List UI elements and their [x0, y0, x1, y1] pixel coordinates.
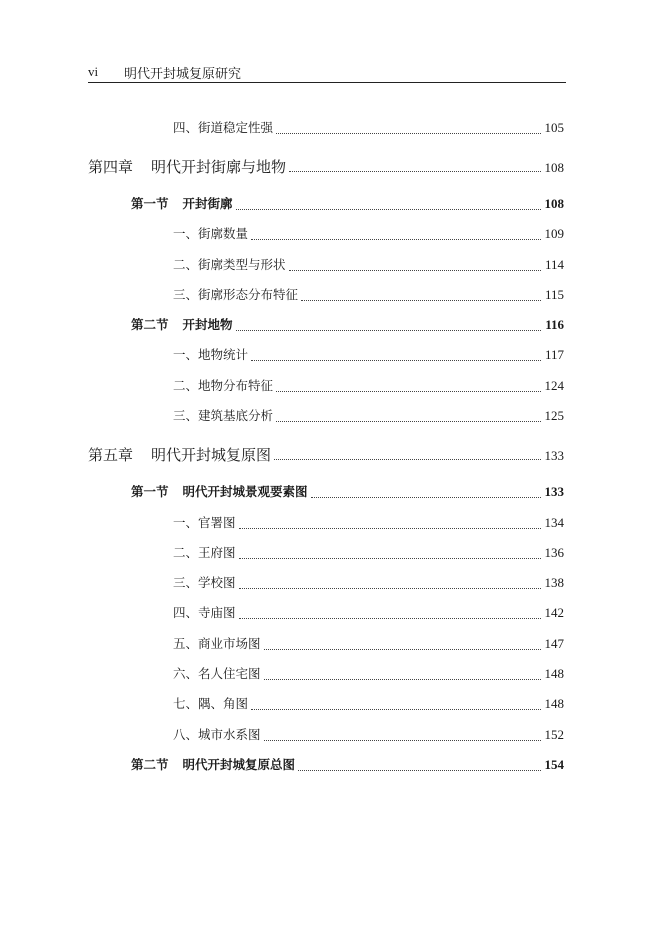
toc-entry-title: 一、官署图: [173, 515, 236, 530]
toc-dot-leader: [289, 171, 540, 172]
toc-dot-leader: [276, 391, 540, 392]
toc-dot-leader: [239, 588, 541, 589]
toc-section-row: [131, 315, 564, 335]
toc-dot-leader: [298, 770, 540, 771]
toc-dot-leader: [276, 421, 540, 422]
toc-entry-title: 明代开封城复原总图: [182, 757, 296, 772]
toc-entry-title: 一、街廓数量: [173, 226, 249, 241]
toc-entry-label: [131, 194, 233, 212]
toc-entry-title: 八、城市水系图: [173, 727, 261, 742]
toc-entry-title: 二、街廓类型与形状: [173, 257, 286, 272]
toc-chapter-row: [88, 156, 564, 176]
toc-entry-page: 109: [544, 226, 564, 241]
toc-entry-page: 136: [544, 545, 564, 560]
toc-entry-label: [88, 444, 271, 465]
toc-entry-label: [173, 664, 261, 682]
toc-entry-label: [173, 513, 236, 531]
toc-section-row: [131, 194, 564, 214]
toc-entry-page: 108: [544, 196, 564, 211]
toc-dot-leader: [251, 239, 540, 240]
toc-item-row: [173, 634, 564, 654]
toc-item-row: [173, 664, 564, 684]
toc-entry-page: 148: [544, 666, 564, 681]
toc-entry-page: 148: [544, 696, 564, 711]
toc-dot-leader: [251, 709, 540, 710]
toc-entry-page: 105: [544, 120, 564, 135]
toc-entry-label: [173, 255, 286, 273]
toc-entry-title: 三、建筑基底分析: [173, 408, 274, 423]
toc-dot-leader: [311, 497, 541, 498]
toc-entry-page: 133: [544, 484, 564, 499]
toc-entry-label: [173, 345, 248, 363]
toc-dot-leader: [274, 459, 540, 460]
toc-entry-page: 147: [544, 636, 564, 651]
toc-chapter-row: [88, 444, 564, 464]
toc-entry-title: 五、商业市场图: [173, 636, 261, 651]
toc-item-row: [173, 725, 564, 745]
toc-entry-number: 第二节: [131, 757, 169, 772]
toc-entry-label: [173, 406, 273, 424]
toc-entry-label: [173, 603, 236, 621]
toc-entry-number: 第一节: [131, 484, 169, 499]
toc-dot-leader: [239, 528, 541, 529]
toc-entry-title: 明代开封城复原图: [151, 446, 272, 464]
toc-entry-title: 一、地物统计: [173, 347, 249, 362]
toc-entry-number: 第二节: [131, 317, 169, 332]
toc-entry-title: 二、地物分布特征: [173, 378, 274, 393]
toc-item-row: [173, 406, 564, 426]
toc-entry-label: [131, 755, 295, 773]
toc-dot-leader: [264, 649, 541, 650]
toc-dot-leader: [289, 270, 541, 271]
toc-entry-label: [173, 285, 298, 303]
toc-item-row: [173, 255, 564, 275]
toc-entry-title: 七、隅、角图: [173, 696, 249, 711]
toc-dot-leader: [264, 740, 541, 741]
toc-entry-label: [173, 725, 261, 743]
toc-entry-number: 第五章: [88, 446, 134, 464]
toc-entry-title: 三、学校图: [173, 575, 236, 590]
toc-entry-title: 明代开封街廓与地物: [151, 158, 287, 176]
toc-item-row: [173, 376, 564, 396]
toc-item-row: [173, 694, 564, 714]
toc-item-row: [173, 285, 564, 305]
toc-item-row: [173, 603, 564, 623]
toc-entry-page: 115: [544, 287, 564, 302]
toc-item-row: [173, 224, 564, 244]
toc-entry-number: 第四章: [88, 158, 134, 176]
toc-entry-page: 152: [544, 727, 564, 742]
toc-entry-page: 124: [544, 378, 564, 393]
toc-entry-title: 四、街道稳定性强: [173, 120, 274, 135]
toc-item-row: [173, 118, 564, 138]
toc-entry-title: 开封地物: [182, 317, 233, 332]
toc-entry-label: [173, 224, 248, 242]
toc-entry-page: 108: [544, 160, 564, 175]
toc-dot-leader: [236, 209, 541, 210]
toc-dot-leader: [236, 330, 542, 331]
toc-entry-label: [173, 118, 273, 136]
toc-item-row: [173, 513, 564, 533]
toc-dot-leader: [276, 133, 540, 134]
toc-dot-leader: [239, 558, 541, 559]
toc-entry-title: 四、寺庙图: [173, 605, 236, 620]
toc-entry-label: [173, 376, 273, 394]
toc-dot-leader: [264, 679, 541, 680]
toc-entry-title: 六、名人住宅图: [173, 666, 261, 681]
toc-entry-page: 133: [544, 448, 564, 463]
toc-entry-page: 154: [544, 757, 564, 772]
toc-entry-page: 125: [544, 408, 564, 423]
toc-entry-number: 第一节: [131, 196, 169, 211]
toc-entry-label: [173, 634, 261, 652]
toc-section-row: [131, 482, 564, 502]
toc-entry-page: 116: [545, 317, 564, 332]
toc-entry-label: [131, 482, 308, 500]
toc-entry-page: 117: [544, 347, 564, 362]
toc-entry-page: 138: [544, 575, 564, 590]
toc-entry-label: [173, 543, 236, 561]
toc-section-row: [131, 755, 564, 775]
toc-item-row: [173, 543, 564, 563]
toc-entry-title: 开封街廓: [182, 196, 233, 211]
toc-item-row: [173, 345, 564, 365]
toc-entry-label: [88, 156, 286, 177]
toc-dot-leader: [301, 300, 541, 301]
toc-item-row: [173, 573, 564, 593]
toc-entry-label: [173, 694, 248, 712]
header-book-title: 明代开封城复原研究: [124, 67, 242, 82]
toc-entry-title: 三、街廓形态分布特征: [173, 287, 299, 302]
toc-entry-page: 114: [544, 257, 564, 272]
toc-entry-title: 明代开封城景观要素图: [182, 484, 308, 499]
toc-entry-label: [173, 573, 236, 591]
toc-entry-title: 二、王府图: [173, 545, 236, 560]
toc-entry-label: [131, 315, 233, 333]
toc-dot-leader: [239, 618, 541, 619]
toc-entry-page: 134: [544, 515, 564, 530]
toc-entry-page: 142: [544, 605, 564, 620]
header-page-number: vi: [88, 64, 99, 79]
toc-dot-leader: [251, 360, 541, 361]
